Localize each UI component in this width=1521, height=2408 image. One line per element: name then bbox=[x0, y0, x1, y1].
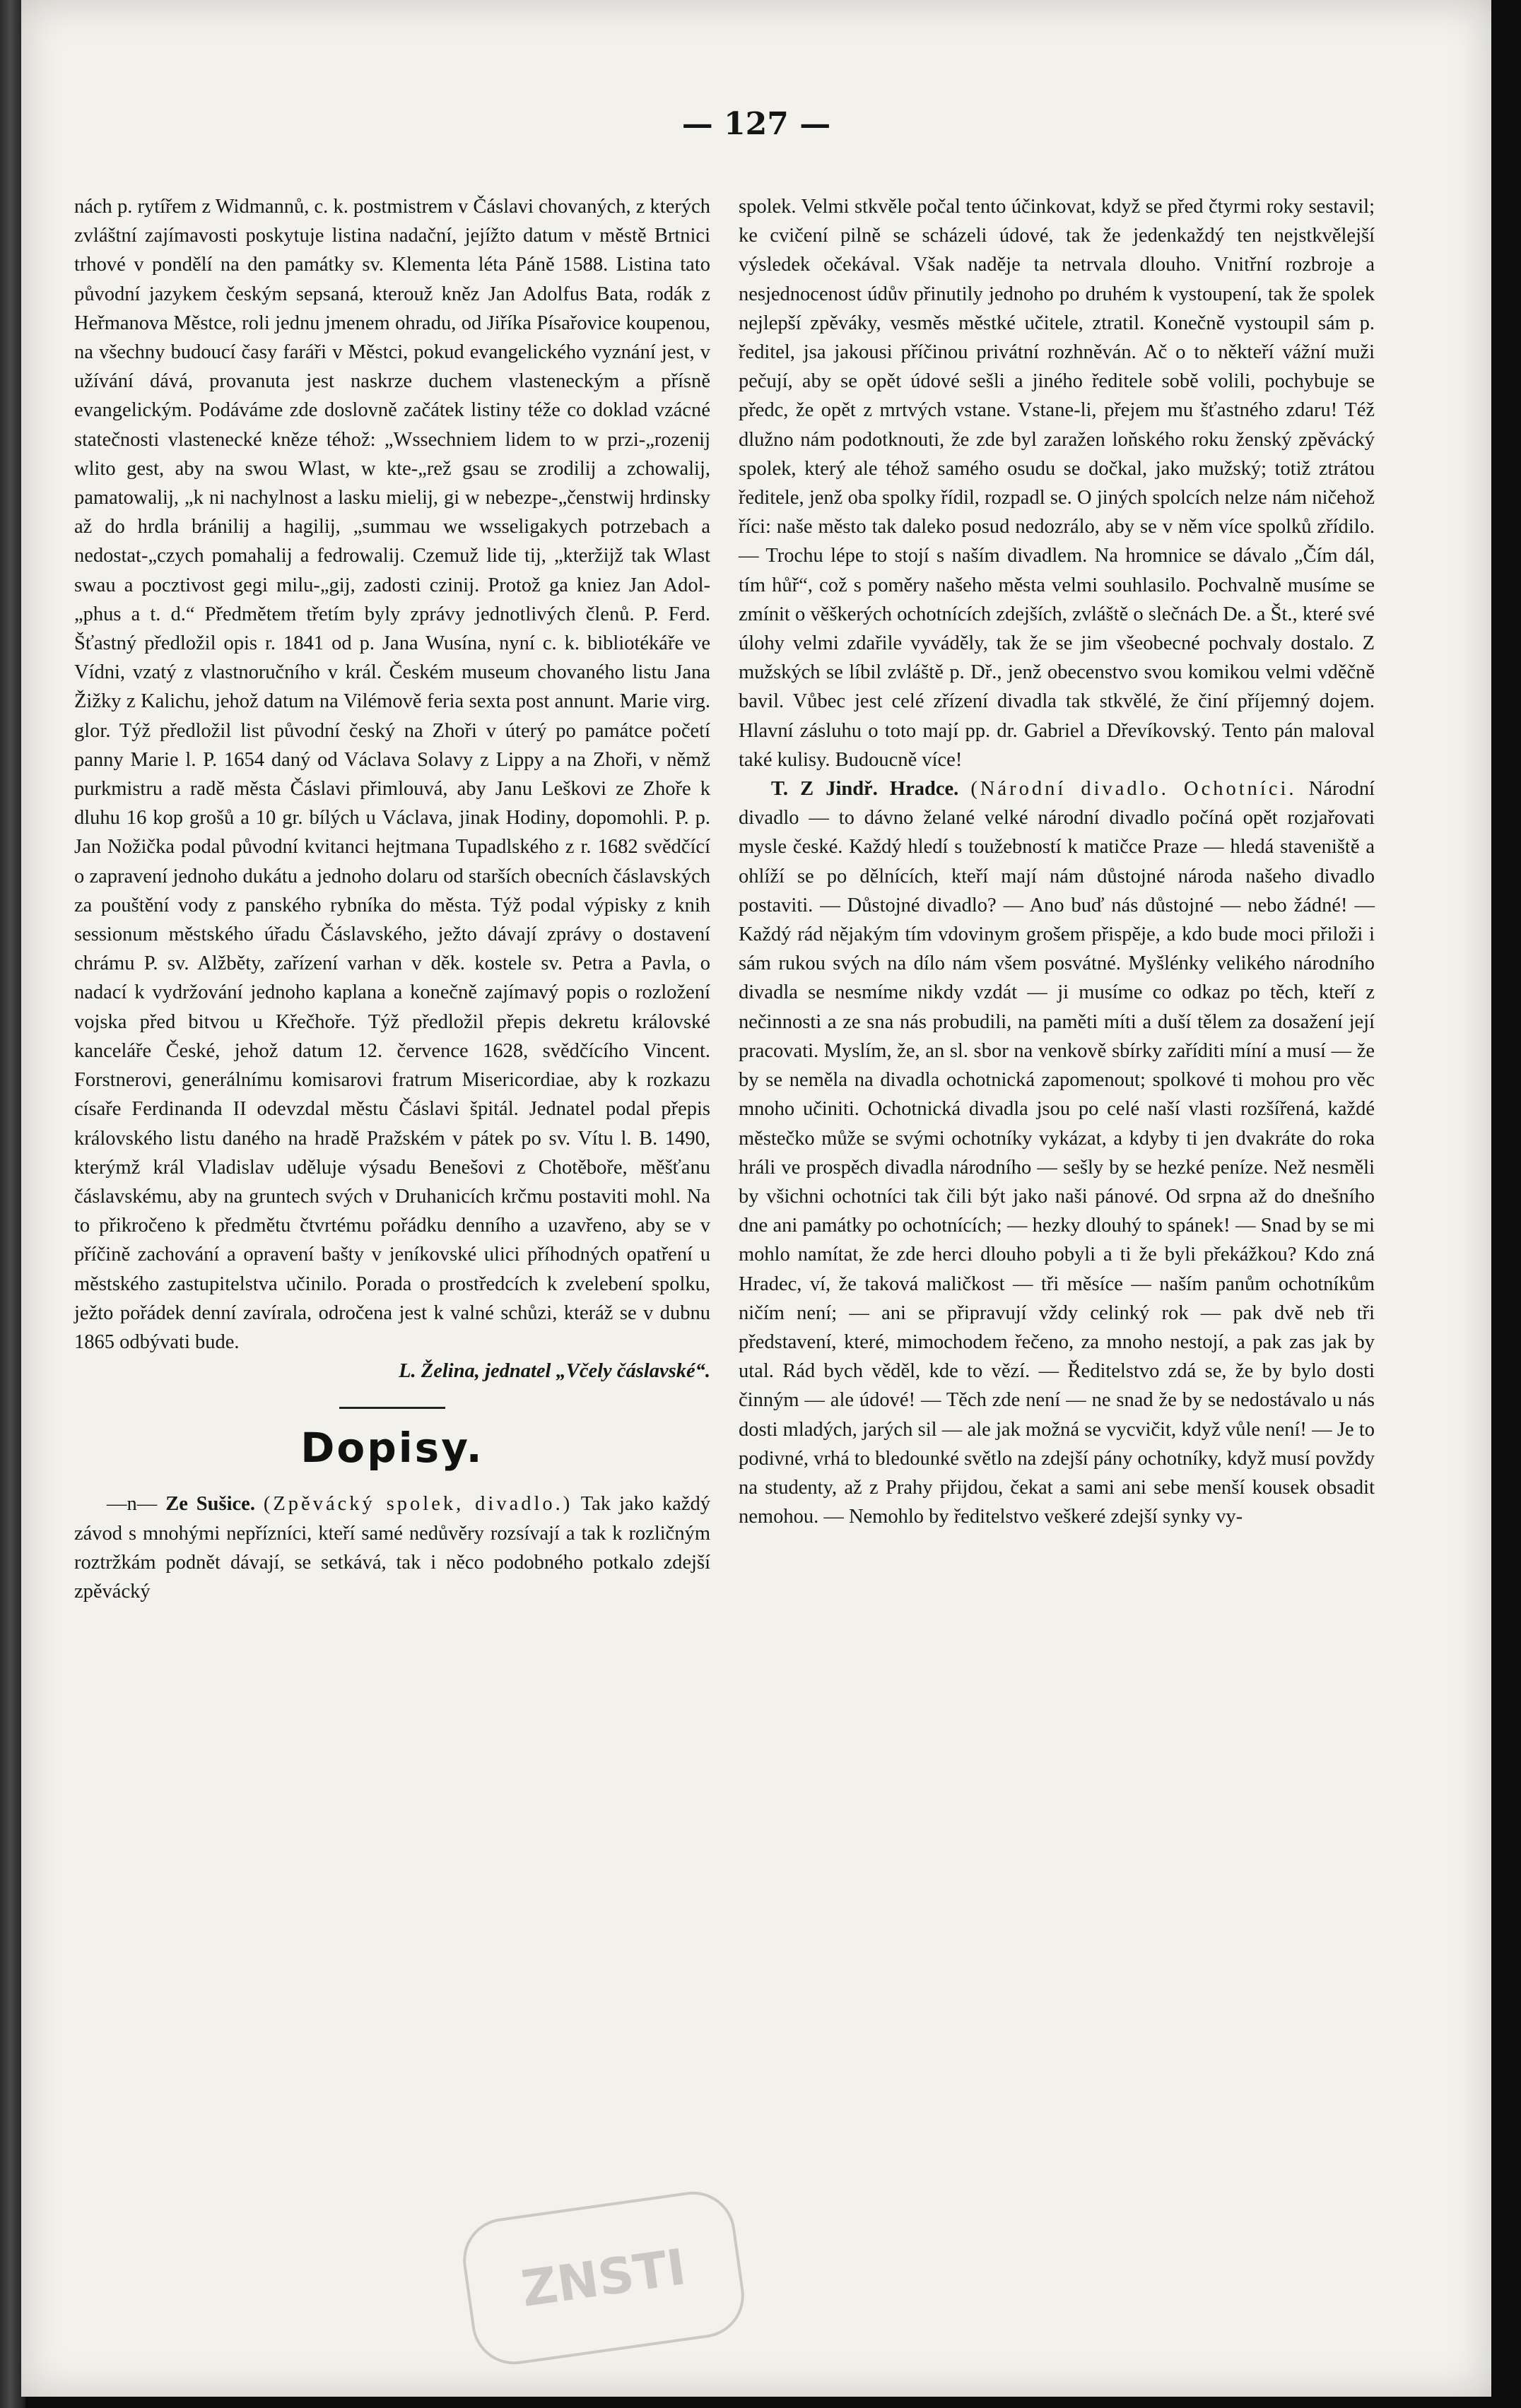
section-heading-dopisy: Dopisy. bbox=[300, 1424, 484, 1472]
article-signature: L. Želina, jednatel „Včely čáslavské“. bbox=[399, 1360, 710, 1383]
dopisy-prefix: —n— bbox=[107, 1493, 166, 1516]
jindrichuv-hradec-paragraph bbox=[739, 774, 1375, 1531]
dopisy-susice-paragraph bbox=[74, 1489, 710, 1606]
section-divider bbox=[339, 1407, 445, 1409]
left-article-text: nách p. rytířem z Widmannů, c. k. postmistrem v Čáslavi chovaných, z kterých zvláštní zajímavosti poskytuje listina nadační, jejížto datum v městě Brtnici trhové v pondělí na den památky sv. Klementa léta Páně 1588. Listina tato původní jazykem českým sepsaná, kterouž kněz Jan Adolfus Bata, rodák z Heřmanova Městce, roli jednu jmenem ohradu, od Jiříka Písařovice koupenou, na všechny budoucí časy faráři v Městci, pokud evangelického vyznání jest, v užívání dává, provanuta jest naskrze duchem vlasteneckým a přísně evangelickým. Podáváme zde doslovně začátek listiny téže co doklad vzácné statečnosti vlastenecké kněze téhož: „Wssechniem lidem to w przi-„rozenij wlito gest, aby na swou Wlast, w kte-„rež gsau se zrodilij a zchowalij, pamatowalij, „k ni nachylnost a lasku mielij, gi w nebezpe-„čenstwij hrdinsky až do hrdla bránilij a hagilij, „summau we wsseligakych potrzebach a nedostat-„czych pomahalij a fedrowalij. Czemuž lide tij, „kterž​ijž tak Wlast swau a pocztivost gegi milu-„gij, zadosti czinij. Protož ga kniez Jan Adol-„phus a t. d.“ Předmětem třetím byly zprávy jednotlivých členů. P. Ferd. Šťastný předložil opis r. 1841 od p. Jana Wusína, nyní c. k. bibliotékáře ve Vídni, vzatý z vlastnoručního v král. Českém museum chovaného listu Jana Žižky z Kalichu, jehož datum na Vilémově feria sexta post annunt. Marie virg. glor. Týž předložil list původní český na Zhoři v úterý po památce početí panny Marie l. P. 1654 daný od Václava Solavy z Lippy a na Zhoři, v němž purkmistru a radě města Čáslavi přimlouvá, aby Janu Leškovi ze Zhoře k dluhu 16 kop grošů a 10 gr. bílých u Václava, jinak Hodiny, dopomohli. P. p. Jan Nožička podal původní kvitanci hejtmana Tupadlského z r. 1682 svědčící o zapravení jednoho dukátu a jednoho dolaru od starších obecních čáslavských za pouštění vody z panského rybníka do města. Týž podal výpisky z knih sessionum městského úřadu Čáslavského, ježto dávají zprávy o dostavení chrámu P. sv. Alžběty, zařízení varhan v děk. kostele sv. Petra a Pavla, o nadací k vydržování jednoho kaplana a konečně zajímavý popis o rozložení vojska před bitvou u Křečhoře. Týž předložil přepis dekretu královské kanceláře České, jehož datum 12. července 1628, svědčícího Vincent. Forstnerovi, generálnímu komisarovi fratrum Misericordiae, aby k rozkazu císaře Ferdinanda II odevzdal městu Čáslavi špitál. Jednatel podal přepis královského listu daného na hradě Pražském v pátek po sv. Vítu l. B. 1490, kterýmž král Vladislav uděluje výsadu Benešovi z Chotěboře, měšťanu čáslavskému, aby na gruntech svých v Druhanicích krčmu postaviti mohl. Na to přikročeno k předmětu čtvrtému pořádku denního a uzavřeno, aby se v příčině zachování a opravení bašty v jeníkovské ulici příhodných opatření u městského zastupitelstva učinilo. Porada o prostředcích k zvelebení spolku, ježto pořádek denní zavírala, odročena jest k valné schůzi, kteráž se v dubnu 1865 odbývati bude. bbox=[74, 196, 710, 1353]
dopisy-place-heading: Ze Sušice. bbox=[165, 1493, 255, 1516]
dopisy-text: Tak jako každý závod s mnohými nepřízníci, kteří samé nedůvěry rozsívají a tak k rozličným roztržkám podnět dávají, se setkává, tak i něco podobného potkalo zdejší zpěvácký bbox=[74, 1493, 711, 1603]
library-stamp: ZNSTI bbox=[457, 2186, 749, 2370]
jindrichuv-hradec-subtitle: (Národní divadlo. Ochotníci. bbox=[970, 778, 1297, 801]
susice-continued-paragraph: spolek. Velmi stkvěle počal tento účinkovat, když se před čtyrmi roky sestavil; ke cvičení pilně se scházeli údové, tak že jedenkaždý ten nejstkvělejší výsledek očekával. Však naděje ta netrvala dlouho. Vnitřní rozbroje a nesjednocenost údův přinutily jednoho po druhém k vystoupení, tak že spolek nejlepší zpěváky, vesměs městké učitele, ztratil. Konečně vystoupil sám p. ředitel, jsa jakousi příčinou privátní rozhněván. Ač o to někteří vážní muži pečují, aby se opět údové sešli a jiného ředitele sobě volili, pochybuje se předc, že opět z mrtvých vstane. Vstane-li, přejem mu šťastného zdaru! Též dlužno nám podotknouti, že zde byl zaražen loňského roku ženský zpěvácký spolek, který ale téhož samého osudu se dočkal, jako mužský; totiž ztrátou ředitele, jenž oba spolky řídil, rozpadl se. O jiných spolcích nelze nám ničehož říci: naše město tak daleko posud nedozrálo, aby se v něm více spolků zřídilo. — Trochu lépe to stojí s naším divadlem. Na hromnice se dávalo „Čím dál, tím hůř“, což s poměry našeho města velmi souhlasilo. Pochvalně musíme se zmínit o věškerých ochotnících zdejších, zvláště o slečnách De. a Št., které své úlohy velmi zdařile vyváděly, tak že se jim všeobecné pochvaly dostalo. Z mužských se líbil zvláště p. Dř., jenž obecenstvo svou komikou velmi vděčně bavil. Vůbec jest celé zřízení divadla tak stkvělé, že činí příjemný dojem. Hlavní zásluhu o toto mají pp. dr. Gabriel a Dřevíkovský. Tento pán maloval také kulisy. Budoucně více! bbox=[739, 196, 1375, 771]
right-column bbox=[739, 192, 1375, 1531]
jindrichuv-hradec-text: Národní divadlo — to dávno želané velké národní divadlo počíná opět rozjařovati mysle české. Každý hledí s toužebností k matičce Praze — hledá staveniště a ohlíží se po dělnících, kteří mají nám důstojné národa našeho divadlo postaviti. — Důstojné divadlo? — Ano buď nás důstojné — nebo žádné! — Každý rád nějakým tím vdovinym grošem přispěje, a kdo bude moci přiloži i sám rukou svých na dílo nám všem posvátné. Myšlénky velikého národního divadla se nesmíme nikdy vzdát — ji musíme co odkaz po těch, kteří z nečinnosti a ze sna nás probudili, na paměti míti a duší tělem za dosažení její pracovati. Myslím, že, an sl. sbor na venkově sbírky zaříditi míní a musí — že by se neměla na divadla ochotnická zapomenout; spolkové ti mohou pro věc mnoho učiniti. Ochotnická divadla jsou po celé naší vlasti rozšířená, každé městečko může se svými ochotníky vykázat, a kdyby ti jen dvakráte do roka hráli ve prospěch divadla národního — sešly by se hezké peníze. Než nesměli by všichni ochotníci tak čili být jako naši pánové. Od srpna až do dnešního dne ani památky po ochotnících; — hezky dlouhý to spánek! — Snad by se mi mohlo namítat, že zde herci dlouho pobyli a ti že byli překážkou? Kdo zná Hradec, ví, že taková maličkost — tři měsíce — naším panům ochotníkům ničím není; — ani se připravují vždy celinký rok — pak dvě neb tři představení, které, mimochodem řečeno, za mnoho nestojí, a pak zas jak by utal. Rád bych věděl, kde to vězí. — Ředitelstvo zdá se, že by bylo dosti činným — ale údové! — Těch zde není — ne snad že by se nedostávalo u nás dosti mladých, jarých sil — ale jak možná se vycvičit, když vůle není! — Je to podivné, vrhá to bledounké světlo na zdejší pány ochotníky, když musí povždy na studenty, až z Prahy přijdou, čekat a sami ani sebe menší kousek obsadit nemohou. — Nemohlo by ředitelstvo veškeré zdejší synky vy- bbox=[739, 778, 1375, 1528]
left-column bbox=[74, 192, 710, 1606]
newspaper-page bbox=[21, 0, 1491, 2397]
page-number: — 127 — bbox=[681, 106, 831, 142]
dopisy-subtitle: (Zpěvácký spolek, divadlo.) bbox=[263, 1493, 573, 1516]
jindrichuv-hradec-heading: T. Z Jindř. Hradce. bbox=[771, 778, 959, 801]
